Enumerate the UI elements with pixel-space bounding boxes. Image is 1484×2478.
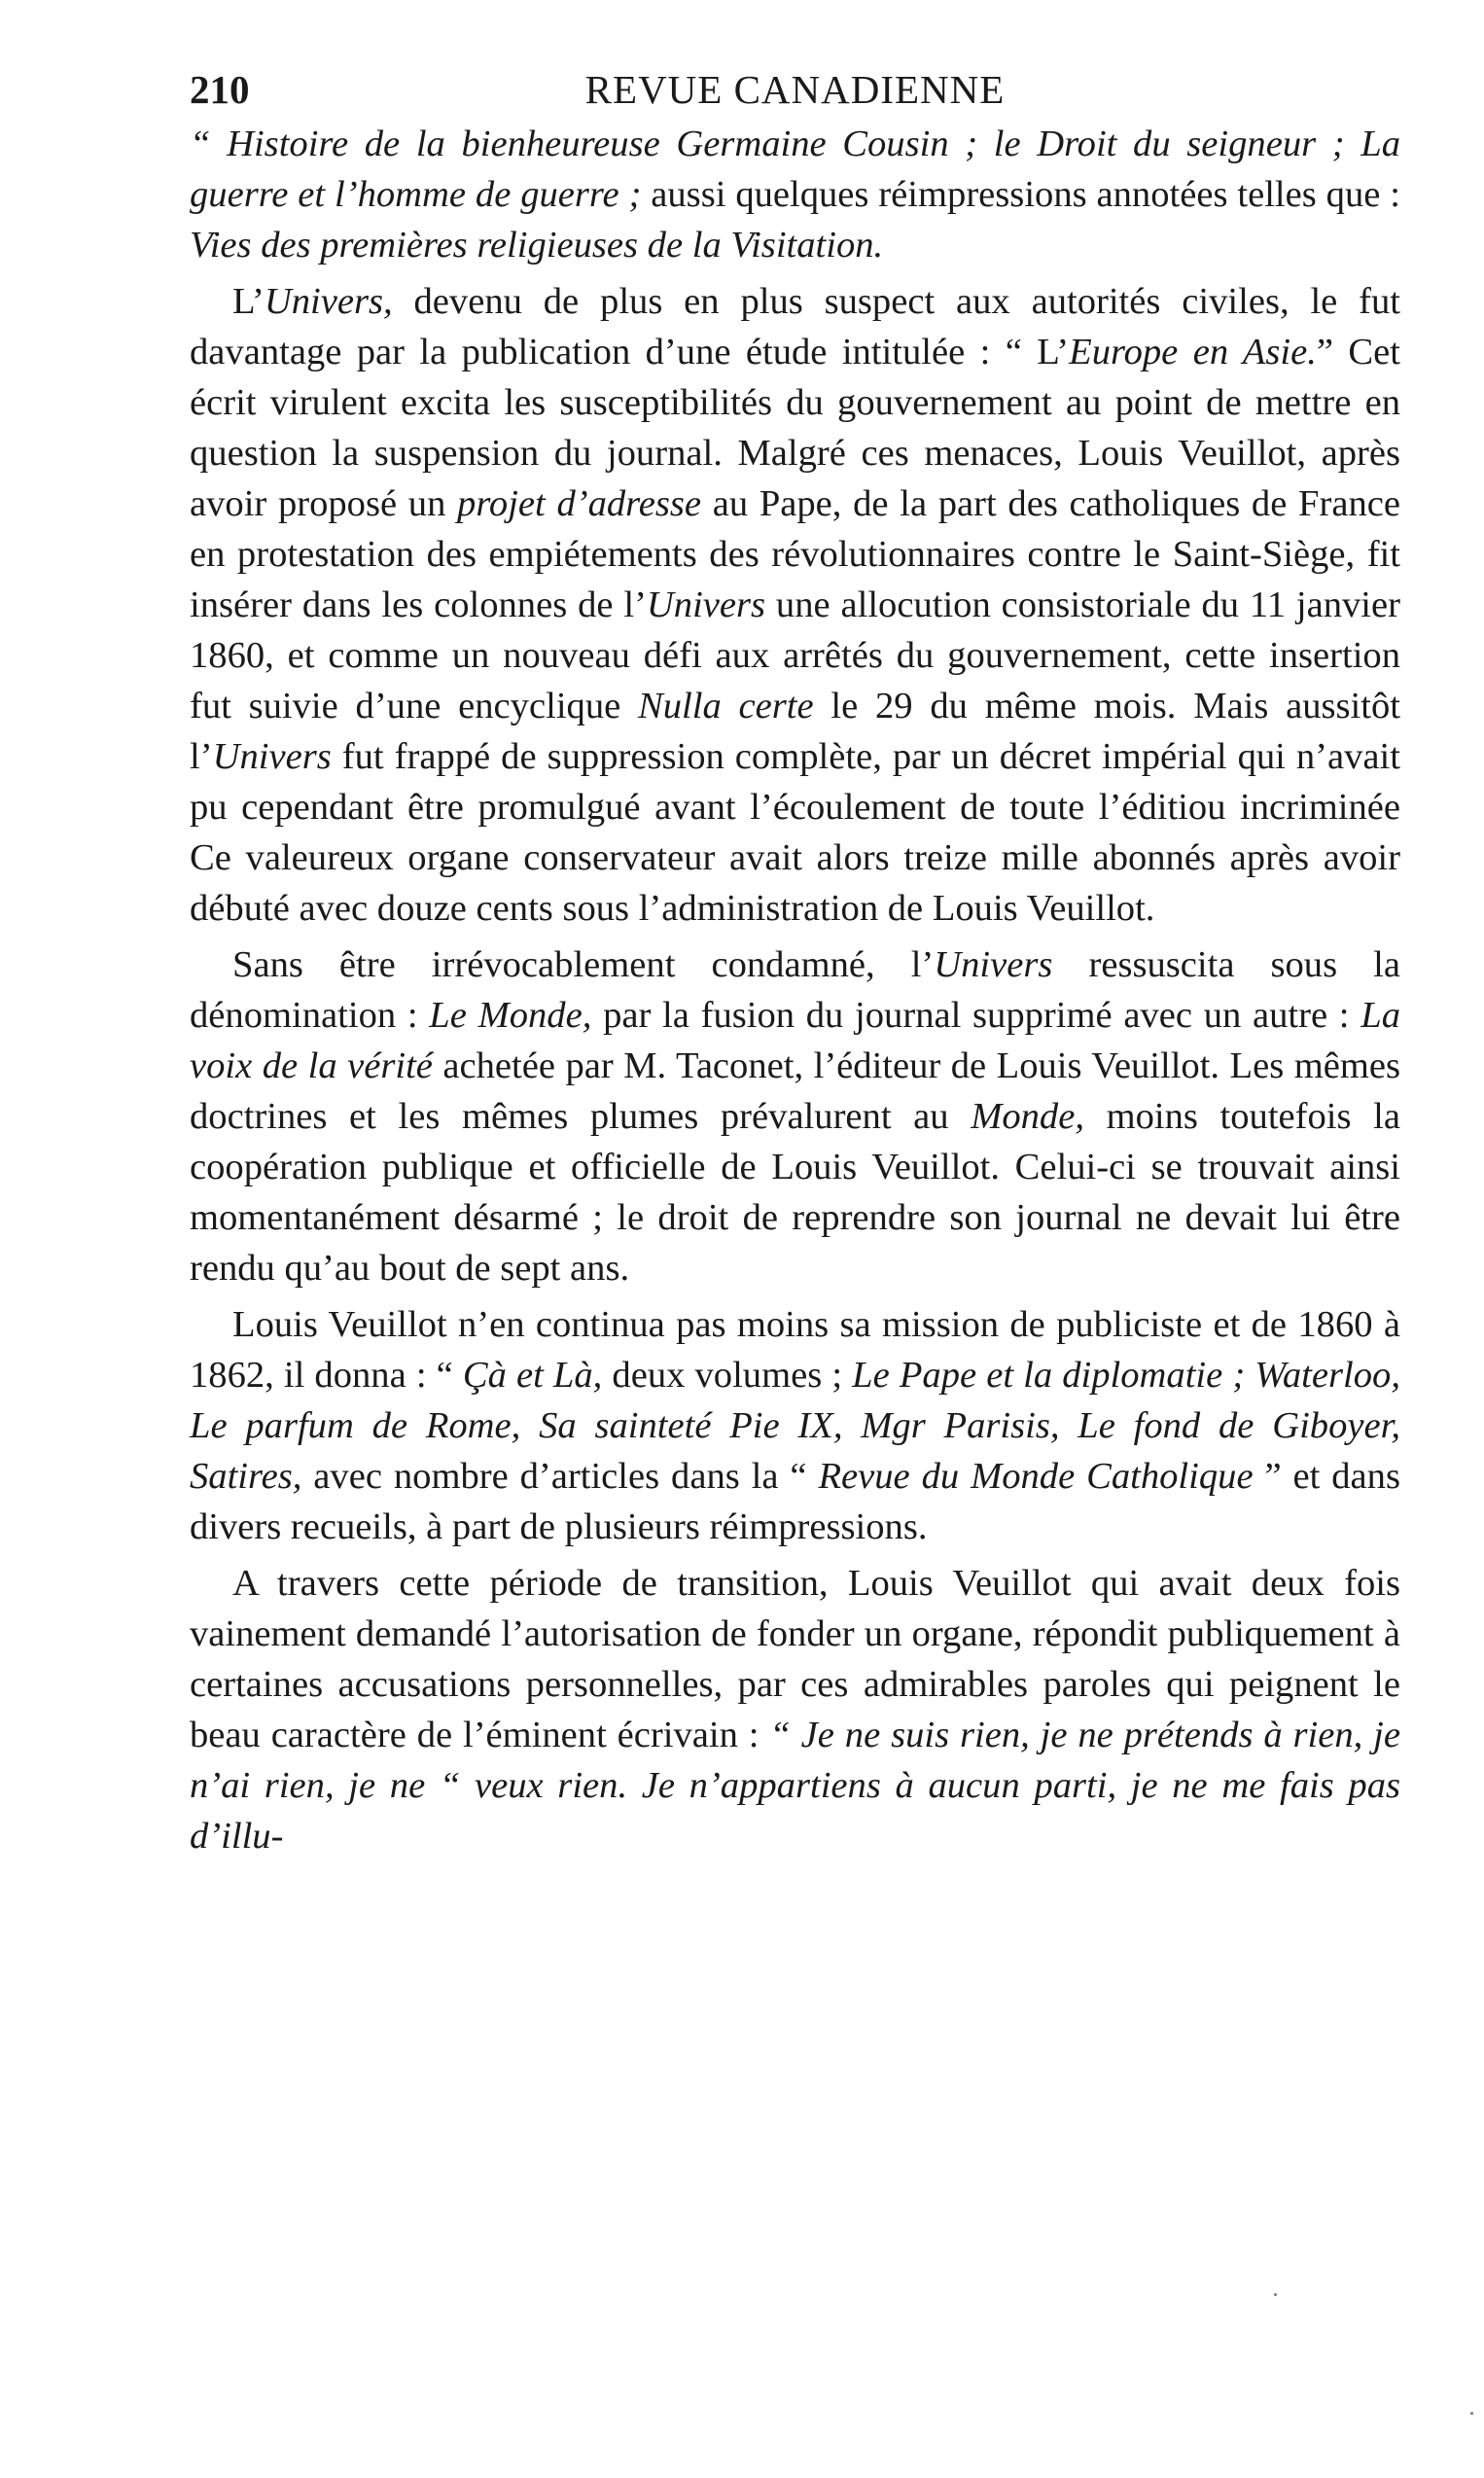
text-run: deux volumes ; <box>602 1355 853 1396</box>
paragraph <box>190 276 1400 934</box>
paragraph <box>190 119 1400 270</box>
scan-speck <box>1470 2412 1473 2415</box>
italic-text: projet d’adresse <box>457 483 702 524</box>
text-run: Louis Veuillot n’en continua pas moins sa mission de publiciste et de 1860 à 1862, il donna : “ <box>190 1304 1400 1396</box>
italic-text: Univers <box>646 584 766 625</box>
italic-text: Le Monde, <box>429 995 592 1036</box>
text-run: Sans être irrévocablement condamné, l’ <box>232 944 935 985</box>
text-run: avec nombre d’articles dans la “ <box>301 1456 819 1497</box>
paragraph <box>190 1558 1400 1861</box>
running-title: REVUE CANADIENNE <box>584 67 1006 112</box>
italic-text: Vies des premières religieuses de la Visitation. <box>190 225 884 266</box>
text-run: le 29 du même mois. Mais aussitôt l’ <box>190 686 1400 777</box>
italic-text: Europe en Asie. <box>1069 332 1317 372</box>
italic-text: Çà et Là, <box>462 1355 603 1396</box>
scan-speck <box>1274 2293 1277 2296</box>
page-header <box>190 60 1400 119</box>
paragraph <box>190 1299 1400 1552</box>
document-page <box>190 60 1400 1861</box>
text-run: une allocution consistoriale du 11 janvier 1860, et comme un nouveau défi aux arrêtés du gouvernement, cette insertion fut suivie d’une encyclique <box>190 584 1400 726</box>
text-run: fut frappé de suppression complète, par un décret impérial qui n’avait pu cependant être promulgué avant l’écoulement de toute l’éditiou incriminée Ce valeureux organe conservateur avait alors treize mille abonnés après avoir débuté avec douze cents sous l’administration de Louis Veuillot. <box>190 736 1400 929</box>
italic-text: Monde, <box>971 1096 1084 1137</box>
text-run: devenu de plus en plus suspect aux autorités civiles, le fut davantage par la publication d’une étude intitulée : “ L’ <box>190 281 1400 372</box>
italic-text: Revue du Monde Catholique <box>818 1456 1254 1497</box>
italic-text: Univers <box>212 736 332 777</box>
italic-text: Univers <box>934 944 1053 985</box>
page-number: 210 <box>190 67 250 112</box>
italic-text: “ Histoire de la bienheureuse Germaine Cousin ; le Droit du seigneur ; La guerre et l’homme de guerre ; <box>190 124 1400 215</box>
paragraph <box>190 939 1400 1293</box>
italic-text: Le Pape et la diplomatie ; Waterloo, Le parfum de Rome, Sa sainteté Pie IX, Mgr Parisis, Le fond de Giboyer, Satires, <box>190 1355 1400 1497</box>
text-run: ” et dans divers recueils, à part de plusieurs réimpressions. <box>190 1456 1400 1547</box>
body-text <box>190 119 1400 1861</box>
text-run: au Pape, de la part des catholiques de France en protestation des empiétements des révolutionnaires contre le Saint-Siège, fit insérer dans les colonnes de l’ <box>190 483 1400 625</box>
text-run: achetée par M. Taconet, l’éditeur de Louis Veuillot. Les mêmes doctrines et les mêmes plumes prévalurent au <box>190 1045 1400 1137</box>
text-run: A travers cette période de transition, Louis Veuillot qui avait deux fois vainement demandé l’autorisation de fonder un organe, répondit publiquement à certaines accusations personnelles, par ces admirables paroles qui peignent le beau caractère de l’éminent écrivain : <box>190 1563 1400 1755</box>
italic-text: “ Je ne suis rien, je ne prétends à rien, je n’ai rien, je ne “ veux rien. Je n’appartiens à aucun parti, je ne me fais pas d’illu- <box>190 1715 1400 1857</box>
italic-text: La voix de la vérité <box>190 995 1400 1086</box>
italic-text: Univers, <box>264 281 393 322</box>
italic-text: Nulla certe <box>638 686 814 726</box>
text-run: aussi quelques réimpressions annotées telles que : <box>641 174 1400 215</box>
text-run: moins toutefois la coopération publique et officielle de Louis Veuillot. Celui-ci se trouvait ainsi momentanément désarmé ; le droit de reprendre son journal ne devait lui être rendu qu’au bout de sept ans. <box>190 1096 1400 1289</box>
text-run: par la fusion du journal supprimé avec un autre : <box>591 995 1361 1036</box>
text-run: L’ <box>232 281 265 322</box>
text-run: ” Cet écrit virulent excita les susceptibilités du gouvernement au point de mettre en question la suspension du journal. Malgré ces menaces, Louis Veuillot, après avoir proposé un <box>190 332 1400 524</box>
text-run: ressuscita sous la dénomination : <box>190 944 1401 1036</box>
